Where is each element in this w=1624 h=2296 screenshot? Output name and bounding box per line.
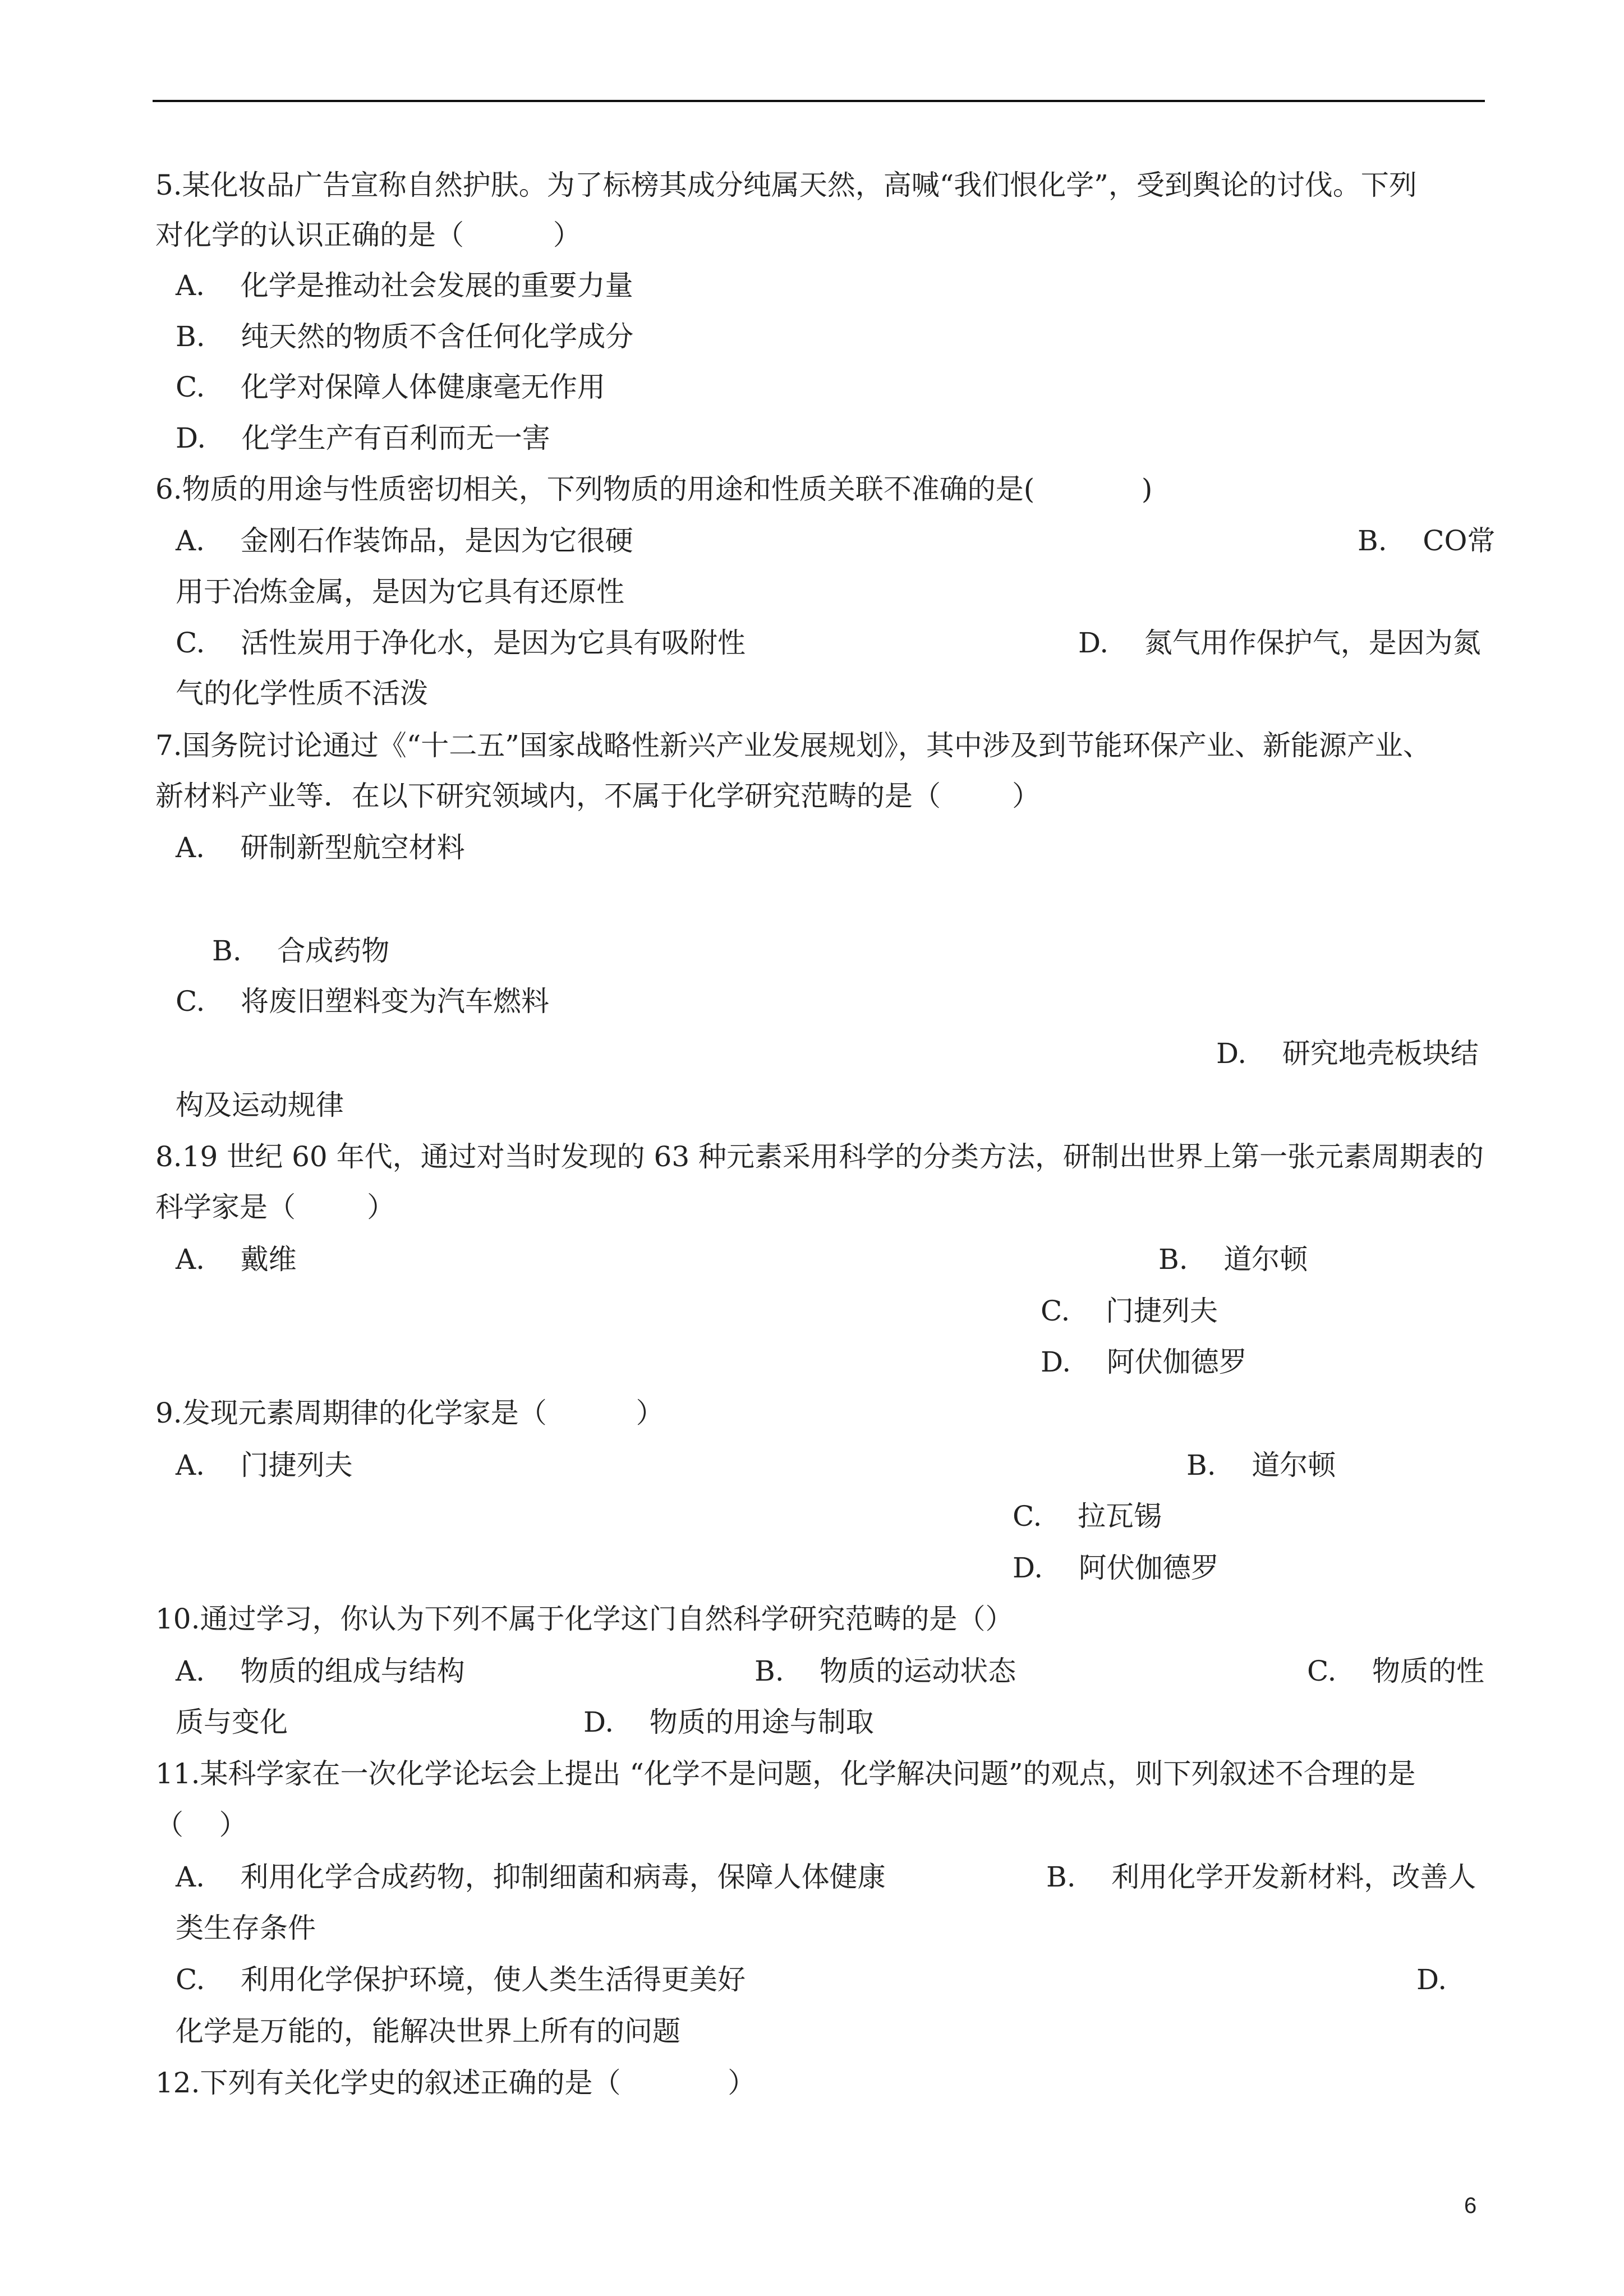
q7-stem-line2: 新材料产业等．在以下研究领域内，不属于化学研究范畴的是（ ）: [155, 780, 1041, 812]
q6-option-d-start: D. 氮气用作保护气，是因为氮: [1078, 627, 1481, 659]
q10-option-b: B. 物质的运动状态: [755, 1655, 1016, 1687]
q10-option-d: D. 物质的用途与制取: [583, 1706, 874, 1738]
q11-option-d-start: D.: [1416, 1963, 1447, 1996]
q6-stem: 6.物质的用途与性质密切相关，下列物质的用途和性质关联不准确的是( ): [155, 473, 1153, 505]
q11-option-a: A. 利用化学合成药物，抑制细菌和病毒，保障人体健康: [176, 1861, 886, 1893]
q9-option-a: A. 门捷列夫: [176, 1449, 353, 1481]
q8-option-d: D. 阿伏伽德罗: [1041, 1346, 1247, 1378]
q9-stem: 9.发现元素周期律的化学家是（ ）: [155, 1397, 664, 1429]
q6-option-b-cont: 用于冶炼金属，是因为它具有还原性: [176, 576, 624, 608]
q9-option-c: C. 拉瓦锡: [1013, 1500, 1162, 1533]
q8-option-c: C. 门捷列夫: [1041, 1295, 1218, 1327]
q5-stem-line2: 对化学的认识正确的是（ ）: [155, 219, 581, 251]
q5-option-a: A. 化学是推动社会发展的重要力量: [176, 269, 633, 302]
q10-option-a: A. 物质的组成与结构: [176, 1655, 465, 1687]
q10-option-c-cont: 质与变化: [176, 1706, 288, 1738]
q7-option-a: A. 研制新型航空材料: [176, 831, 465, 864]
q5-option-d: D. 化学生产有百利而无一害: [176, 422, 550, 454]
q8-stem-line1: 8.19 世纪 60 年代，通过对当时发现的 63 种元素采用科学的分类方法，研制出世界上第一张元素周期表的: [155, 1140, 1484, 1173]
q5-stem-line1: 5.某化妆品广告宣称自然护肤。为了标榜其成分纯属天然，高喊“我们恨化学”，受到舆论的讨伐。下列: [155, 169, 1417, 201]
q8-stem-line2: 科学家是（ ）: [155, 1191, 395, 1223]
q7-option-b: B. 合成药物: [212, 935, 390, 967]
q12-stem: 12.下列有关化学史的叙述正确的是（ ）: [155, 2067, 756, 2099]
q6-option-a: A. 金刚石作装饰品，是因为它很硬: [176, 524, 633, 557]
q8-option-b: B. 道尔顿: [1158, 1243, 1308, 1276]
q7-option-d-start: D. 研究地壳板块结: [1216, 1037, 1479, 1070]
q7-stem-line1: 7.国务院讨论通过《“十二五”国家战略性新兴产业发展规划》，其中涉及到节能环保产业、新能源产业、: [155, 729, 1431, 762]
q11-option-b-start: B. 利用化学开发新材料，改善人: [1046, 1861, 1476, 1893]
q9-option-d: D. 阿伏伽德罗: [1013, 1552, 1219, 1584]
q8-option-a: A. 戴维: [176, 1243, 297, 1276]
q6-option-c: C. 活性炭用于净化水，是因为它具有吸附性: [176, 627, 746, 659]
q11-stem-line1: 11.某科学家在一次化学论坛会上提出 “化学不是问题，化学解决问题”的观点，则下列叙述不合理的是: [155, 1757, 1416, 1790]
q11-option-d-cont: 化学是万能的，能解决世界上所有的问题: [176, 2015, 680, 2047]
q11-option-c: C. 利用化学保护环境，使人类生活得更美好: [176, 1963, 746, 1996]
q7-option-d-cont: 构及运动规律: [176, 1089, 344, 1121]
header-rule: [153, 100, 1485, 102]
q10-option-c-start: C. 物质的性: [1307, 1655, 1484, 1687]
q11-option-b-cont: 类生存条件: [176, 1912, 316, 1944]
q5-option-c: C. 化学对保障人体健康毫无作用: [176, 371, 605, 403]
q11-stem-line2: （ ）: [155, 1809, 247, 1841]
q7-option-c: C. 将废旧塑料变为汽车燃料: [176, 985, 549, 1018]
q6-option-b-start: B. CO常: [1358, 524, 1496, 557]
page-number: 6: [1464, 2193, 1477, 2218]
q9-option-b: B. 道尔顿: [1186, 1449, 1336, 1481]
q5-option-b: B. 纯天然的物质不含任何化学成分: [176, 320, 634, 353]
q10-stem: 10.通过学习，你认为下列不属于化学这门自然科学研究范畴的是（）: [155, 1603, 1014, 1635]
q6-option-d-cont: 气的化学性质不活泼: [176, 677, 428, 710]
